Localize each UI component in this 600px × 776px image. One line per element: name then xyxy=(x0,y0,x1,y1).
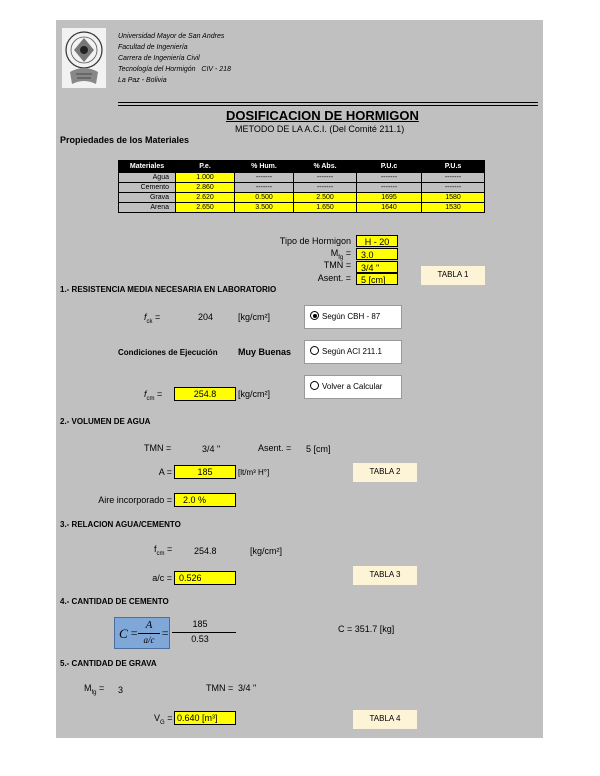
fcm-label xyxy=(144,389,162,402)
condiciones-value: Muy Buenas xyxy=(238,347,292,357)
materials-table-header xyxy=(119,161,485,173)
page-title: DOSIFICACION DE HORMIGON xyxy=(226,108,419,123)
a-label: A = xyxy=(158,467,172,477)
vg-result: 0.640 [m³] xyxy=(174,711,236,725)
fcm-result: 254.8 xyxy=(174,387,236,401)
tmn-label: TMN = xyxy=(323,260,351,270)
option-cbh87-label: Según CBH - 87 xyxy=(322,312,381,321)
header-cell: P.e. xyxy=(176,161,235,173)
s3-fcm-label-eq: = xyxy=(164,544,173,554)
table-cell[interactable]: 2.500 xyxy=(294,193,357,203)
institution-header xyxy=(118,31,231,86)
fcm-label-eq: = xyxy=(154,389,163,399)
asent-label: Asent. = xyxy=(317,273,351,283)
s5-tmn-label: TMN = xyxy=(206,683,234,693)
a-unit: [lt/m³ H°] xyxy=(238,468,270,477)
a-result: 185 xyxy=(174,465,236,479)
table-cell: ------- xyxy=(294,173,357,183)
s3-fcm-unit: [kg/cm²] xyxy=(250,546,283,556)
vg-label-text: V xyxy=(154,713,161,723)
table-cell[interactable]: 0.500 xyxy=(235,193,294,203)
mg-label-text: M xyxy=(330,248,339,258)
option-aci211[interactable] xyxy=(304,340,402,364)
tabla-3-button[interactable]: TABLA 3 xyxy=(353,566,417,585)
s2-asent-value: 5 [cm] xyxy=(306,444,331,454)
option-recalcular[interactable] xyxy=(304,375,402,399)
radio-unselected-icon xyxy=(310,381,319,390)
table-row xyxy=(119,183,485,193)
material-name: Arena xyxy=(119,203,176,213)
mg-label-sub: fg xyxy=(338,254,344,261)
cement-fraction-bar xyxy=(172,632,236,633)
option-aci211-label: Según ACI 211.1 xyxy=(322,347,382,356)
tabla-2-button[interactable]: TABLA 2 xyxy=(353,463,417,482)
mg-input[interactable]: 3.0 xyxy=(356,248,398,260)
table-cell: ------- xyxy=(357,183,422,193)
section-1-heading: 1.- RESISTENCIA MEDIA NECESARIA EN LABORATORIO xyxy=(60,285,277,294)
table-cell[interactable]: 2.650 xyxy=(176,203,235,213)
option-recalcular-label: Volver a Calcular xyxy=(322,382,383,391)
aire-result: 2.0 % xyxy=(174,493,236,507)
course-name: Tecnología del Hormigón CIV - 218 xyxy=(118,66,231,73)
asent-input[interactable]: 5 [cm] xyxy=(356,273,398,285)
material-name: Cemento xyxy=(119,183,176,193)
career-name: Carrera de Ingeniería Civil xyxy=(118,55,200,62)
table-row xyxy=(119,173,485,183)
header-cell: Materiales xyxy=(119,161,176,173)
formula-eq-left: = xyxy=(130,626,139,640)
s3-fcm-value: 254.8 xyxy=(194,546,217,556)
s5-mg-label xyxy=(84,683,104,696)
table-cell: ------- xyxy=(235,183,294,193)
materials-heading: Propiedades de los Materiales xyxy=(60,135,190,145)
mg-label: $M_{fg}$ = xyxy=(330,248,351,261)
s5-mg-label-text: M xyxy=(84,683,92,693)
vg-label-sub: G xyxy=(160,719,165,726)
radio-selected-icon xyxy=(310,311,319,320)
s2-tmn-value: 3/4 " xyxy=(202,444,221,454)
condiciones-label: Condiciones de Ejecución xyxy=(118,348,218,357)
table-cell[interactable]: 1580 xyxy=(422,193,485,203)
cement-result: C = 351.7 [kg] xyxy=(338,624,395,634)
tipo-input[interactable]: H - 20 xyxy=(356,235,398,247)
header-rule-bottom xyxy=(118,105,538,106)
section-2-heading: 2.- VOLUMEN DE AGUA xyxy=(60,417,151,426)
materials-table xyxy=(118,160,485,213)
radio-unselected-icon xyxy=(310,346,319,355)
table-row xyxy=(119,193,485,203)
table-cell: ------- xyxy=(294,183,357,193)
formula-eq-right: = xyxy=(161,626,170,640)
university-seal-icon xyxy=(62,28,106,88)
section-5-heading: 5.- CANTIDAD DE GRAVA xyxy=(60,659,157,668)
fcm-unit: [kg/cm²] xyxy=(238,389,271,399)
tabla-4-button[interactable]: TABLA 4 xyxy=(353,710,417,729)
page-subtitle: METODO DE LA A.C.I. (Del Comité 211.1) xyxy=(235,124,405,134)
fck-label-sub: ck xyxy=(146,318,153,325)
fcm-label-sub: cm xyxy=(146,395,155,402)
table-cell[interactable]: 3.500 xyxy=(235,203,294,213)
fck-value: 204 xyxy=(198,312,214,322)
vg-label xyxy=(154,713,172,726)
table-cell: ------- xyxy=(357,173,422,183)
fck-label-f: f xyxy=(144,312,147,322)
cement-denominator: 0.53 xyxy=(191,634,209,644)
cement-numerator: 185 xyxy=(192,619,208,629)
s2-tmn-label: TMN = xyxy=(144,443,172,453)
material-name: Grava xyxy=(119,193,176,203)
section-3-heading: 3.- RELACION AGUA/CEMENTO xyxy=(60,520,181,529)
s2-asent-label: Asent. = xyxy=(258,443,292,453)
formula-numerator: A xyxy=(145,619,153,631)
formula-fraction-bar xyxy=(138,633,160,634)
formula-denominator: a/c xyxy=(143,635,155,645)
faculty-name: Facultad de Ingeniería xyxy=(118,44,188,51)
tabla-1-button[interactable]: TABLA 1 xyxy=(421,266,485,285)
table-cell: ------- xyxy=(422,183,485,193)
tipo-label: Tipo de Hormigon xyxy=(279,236,351,246)
header-cell: P.U.c xyxy=(357,161,422,173)
s5-tmn-value: 3/4 " xyxy=(238,683,257,693)
table-cell[interactable]: 2.860 xyxy=(176,183,235,193)
fck-label xyxy=(144,312,160,325)
fck-label-eq: = xyxy=(152,312,161,322)
tmn-input[interactable]: 3/4 " xyxy=(356,261,398,273)
vg-label-eq: = xyxy=(164,713,173,723)
table-cell[interactable]: 1640 xyxy=(357,203,422,213)
s5-mg-label-sub: fg xyxy=(91,689,97,696)
header-cell: % Hum. xyxy=(235,161,294,173)
s3-fcm-label-f: f xyxy=(154,544,157,554)
table-cell[interactable]: 1695 xyxy=(357,193,422,203)
table-cell: ------- xyxy=(235,173,294,183)
option-cbh87[interactable] xyxy=(304,305,402,329)
cement-formula xyxy=(114,617,170,649)
header-cell: P.U.s xyxy=(422,161,485,173)
s5-mg-label-eq: = xyxy=(96,683,105,693)
fck-unit: [kg/cm²] xyxy=(238,312,271,322)
section-4-heading: 4.- CANTIDAD DE CEMENTO xyxy=(60,597,169,606)
s5-mg-value: 3 xyxy=(118,685,124,695)
worksheet xyxy=(56,20,543,738)
ac-result: 0.526 xyxy=(174,571,236,585)
university-name: Universidad Mayor de San Andres xyxy=(118,33,225,40)
aire-label: Aire incorporado = xyxy=(98,495,172,505)
header-rule-top xyxy=(118,102,538,103)
material-name: Agua xyxy=(119,173,176,183)
table-cell[interactable]: 1530 xyxy=(422,203,485,213)
header-cell: % Abs. xyxy=(294,161,357,173)
table-cell[interactable]: 1.650 xyxy=(294,203,357,213)
s3-fcm-label xyxy=(154,544,172,557)
formula-c: C xyxy=(119,626,128,641)
ac-label: a/c = xyxy=(152,573,172,583)
table-cell: ------- xyxy=(422,173,485,183)
city-name: La Paz - Bolivia xyxy=(118,77,167,84)
s3-fcm-label-sub: cm xyxy=(156,550,165,557)
fcm-label-f: f xyxy=(144,389,147,399)
table-cell[interactable]: 2.620 xyxy=(176,193,235,203)
table-row xyxy=(119,203,485,213)
table-cell[interactable]: 1.000 xyxy=(176,173,235,183)
